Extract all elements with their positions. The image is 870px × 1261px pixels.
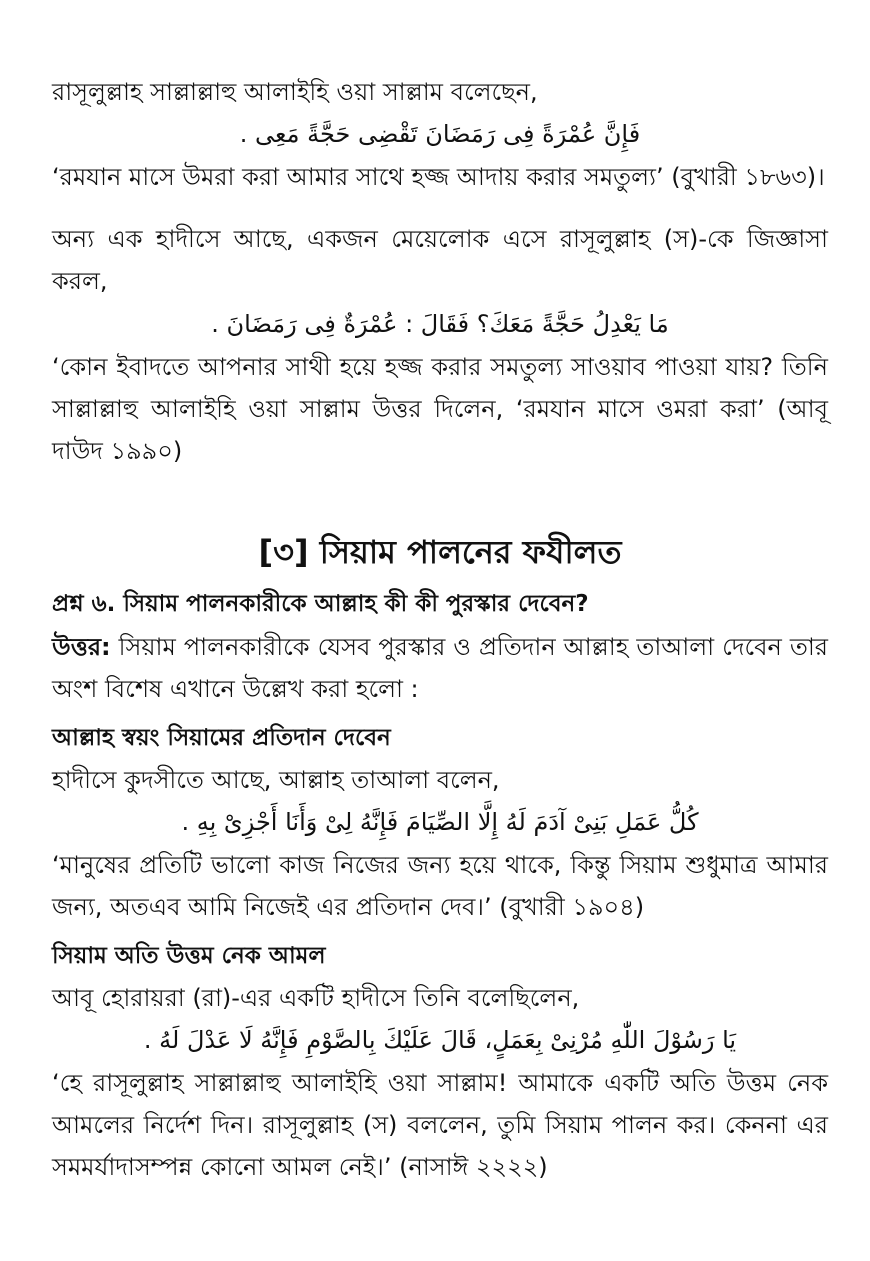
answer-label: উত্তর: xyxy=(52,633,111,661)
subheading-2: সিয়াম অতি উত্তম নেক আমল xyxy=(52,943,326,969)
arabic-text-4: يَا رَسُوْلَ اللّٰهِ مُرْنِىْ بِعَمَلٍ، قَالَ عَلَيْكَ بِالصَّوْمِ فَإِنَّهُ لَا عَدْلَ لَهُ . xyxy=(143,1026,737,1054)
hadith-intro-3: হাদীসে কুদসীতে আছে, আল্লাহ তাআলা বলেন, xyxy=(52,766,500,794)
translation-3: ‘মানুষের প্রতিটি ভালো কাজ নিজের জন্য হয়ে থাকে, কিন্তু সিয়াম শুধুমাত্র আমার জন্য, অতএব আমি নিজেই এর প্রতিদান দেব।’ (বুখারী ১৯০৪) xyxy=(52,851,828,921)
hadith-intro-1: রাসূলুল্লাহ সাল্লাল্লাহু আলাইহি ওয়া সাল্লাম বলেছেন, xyxy=(52,78,538,106)
hadith-intro-2: অন্য এক হাদীসে আছে, একজন মেয়েলোক এসে রাসূলুল্লাহ (স)-কে জিজ্ঞাসা করল, xyxy=(52,225,828,295)
translation-1: ‘রমযান মাসে উমরা করা আমার সাথে হজ্জ আদায় করার সমতুল্য’ (বুখারী ১৮৬৩)। xyxy=(52,163,825,191)
arabic-text-3: كُلُّ عَمَلِ بَنِىْ آدَمَ لَهُ إِلَّا الصِّيَامَ فَإِنَّهُ لِىْ وَأَنَا أَجْزِىْ بِهِ . xyxy=(181,808,699,836)
arabic-text-1: فَإِنَّ عُمْرَةً فِى رَمَضَانَ تَقْضِى حَجَّةً مَعِى . xyxy=(239,120,641,148)
hadith-intro-4: আবূ হোরায়রা (রা)-এর একটি হাদীসে তিনি বলেছিলেন, xyxy=(52,984,580,1012)
section-title: [৩] সিয়াম পালনের ফযীলত xyxy=(258,533,622,571)
translation-4: ‘হে রাসূলুল্লাহ সাল্লাল্লাহু আলাইহি ওয়া সাল্লাম! আমাকে একটি অতি উত্তম নেক আমলের নির্দেশ দিন। রাসূলুল্লাহ (স) বললেন, তুমি সিয়াম পালন কর। কেননা এর সমমর্যাদাসম্পন্ন কোনো আমল নেই।’ (নাসাঈ ২২২২) xyxy=(52,1069,828,1181)
translation-2: ‘কোন ইবাদতে আপনার সাথী হয়ে হজ্জ করার সমতুল্য সাওয়াব পাওয়া যায়? তিনি সাল্লাল্লাহু আলাইহি ওয়া সাল্লাম উত্তর দিলেন, ‘রমযান মাসে ওমরা করা’ (আবূ দাউদ ১৯৯০) xyxy=(52,353,828,465)
question-heading: প্রশ্ন ৬. সিয়াম পালনকারীকে আল্লাহ কী কী পুরস্কার দেবেন? xyxy=(52,591,589,617)
subheading-1: আল্লাহ স্বয়ং সিয়ামের প্রতিদান দেবেন xyxy=(52,725,391,751)
arabic-text-2: مَا يَعْدِلُ حَجَّةً مَعَكَ؟ فَقَالَ : عُمْرَةٌ فِى رَمَضَانَ . xyxy=(211,310,669,338)
answer-paragraph xyxy=(52,626,828,710)
answer-text: সিয়াম পালনকারীকে যেসব পুরস্কার ও প্রতিদান আল্লাহ তাআলা দেবেন তার অংশ বিশেষ এখানে উল্লেখ করা হলো : xyxy=(52,633,828,703)
